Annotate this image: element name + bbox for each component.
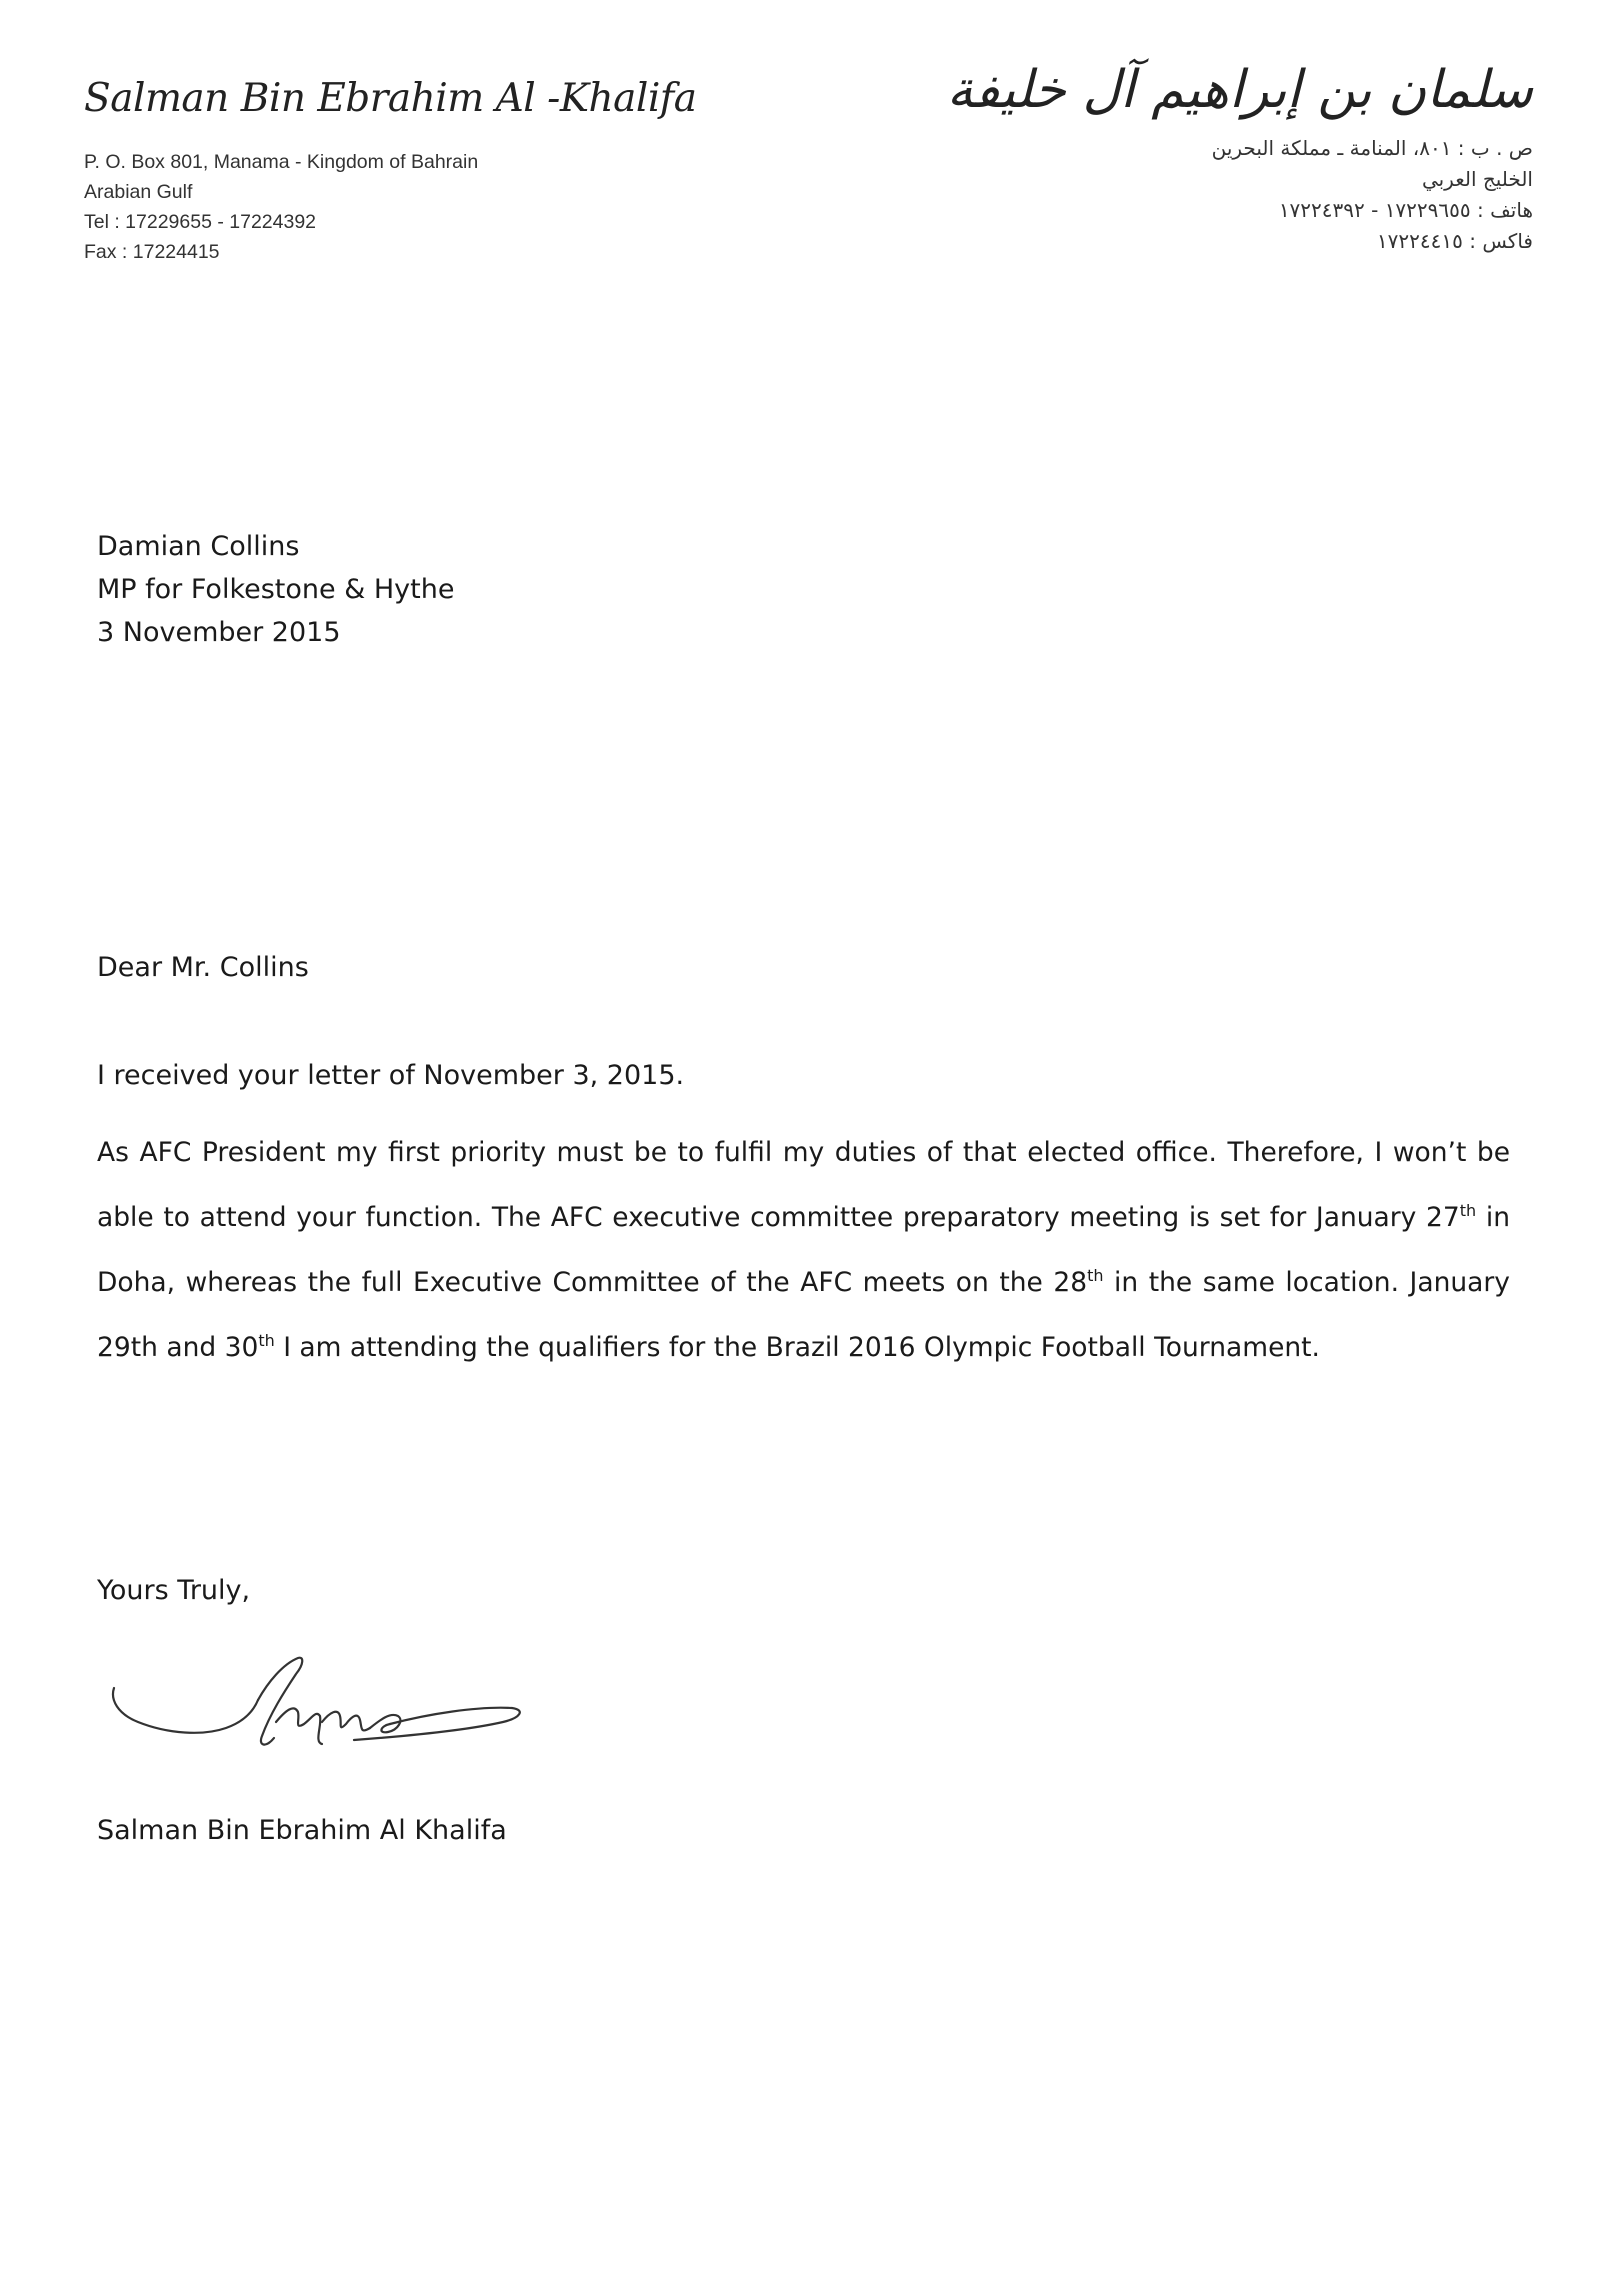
recipient-block <box>97 525 454 654</box>
letterhead-fax: Fax : 17224415 <box>84 241 220 263</box>
letterhead-tel-arabic: هاتف : ١٧٢٢٩٦٥٥ - ١٧٢٢٤٣٩٢ <box>1278 198 1533 223</box>
recipient-title: MP for Folkestone & Hythe <box>97 574 455 605</box>
closing: Yours Truly, <box>97 1575 251 1606</box>
letterhead-name-arabic: سلمان بن إبراهيم آل خليفة <box>946 60 1533 120</box>
salutation: Dear Mr. Collins <box>97 952 309 983</box>
superscript-th-3: th <box>258 1331 275 1351</box>
letterhead-arabic <box>946 60 1533 257</box>
letterhead-address-arabic-line2: الخليج العربي <box>1421 167 1533 192</box>
handwritten-signature <box>108 1652 528 1762</box>
letter-date: 3 November 2015 <box>97 617 341 648</box>
letterhead-tel: Tel : 17229655 - 17224392 <box>84 211 317 233</box>
letterhead-address-line2: Arabian Gulf <box>84 181 193 203</box>
letterhead-name-english: Salman Bin Ebrahim Al -Khalifa <box>84 76 697 121</box>
superscript-th-2: th <box>1087 1266 1104 1286</box>
main-paragraph <box>97 1120 1510 1380</box>
main-paragraph-part1: As AFC President my first priority must be to fulfil my duties of that elected office. Therefore, I won’t be able to attend your function. The AFC executive committee preparatory meeting is set for January 27 <box>97 1137 1510 1233</box>
letterhead-address-line1: P. O. Box 801, Manama - Kingdom of Bahrain <box>84 151 479 173</box>
main-paragraph-part4: I am attending the qualifiers for the Brazil 2016 Olympic Football Tournament. <box>274 1332 1320 1363</box>
recipient-name: Damian Collins <box>97 531 300 562</box>
main-paragraph-part2: in Doha, whereas the full Executive Committee of the AFC meets on the 28 <box>97 1202 1510 1298</box>
superscript-th-1: th <box>1459 1201 1477 1221</box>
letterhead-english <box>84 76 784 267</box>
main-paragraph-part3: in the same location. January 29th and 30 <box>97 1267 1510 1363</box>
signer-name: Salman Bin Ebrahim Al Khalifa <box>97 1815 507 1846</box>
letterhead-fax-arabic: فاكس : ١٧٢٢٤٤١٥ <box>1376 229 1533 254</box>
intro-paragraph: I received your letter of November 3, 2015. <box>97 1060 685 1091</box>
letterhead-address-arabic-line1: ص . ب : ٨٠١، المنامة ـ مملكة البحرين <box>1211 136 1533 161</box>
